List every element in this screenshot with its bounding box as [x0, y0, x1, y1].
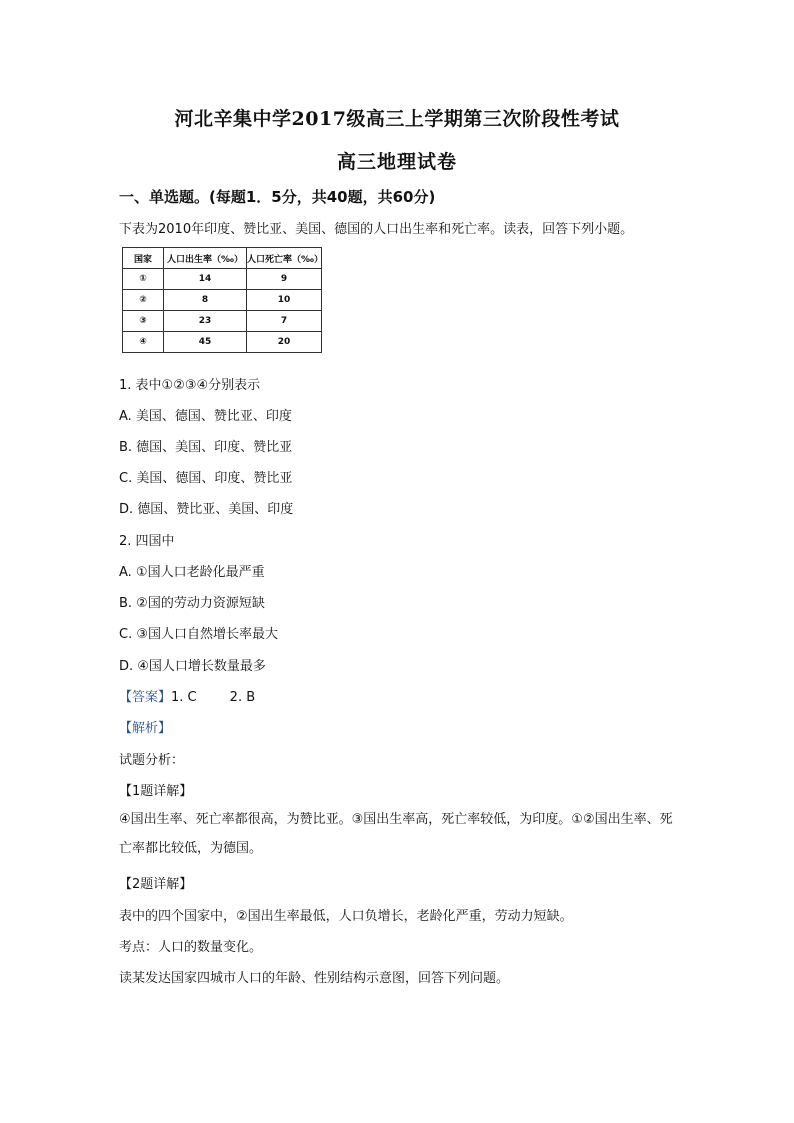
kaodian-line: 考点：人口的数量变化。: [119, 940, 263, 955]
table-header-cell: 国家: [123, 248, 164, 269]
next-question-intro: 读某发达国家四城市人口的年龄、性别结构示意图，回答下列问题。: [119, 971, 510, 986]
table-cell: 8: [164, 290, 247, 311]
q1-option-a: A. 美国、德国、赞比亚、印度: [119, 409, 292, 424]
analysis-intro: 试题分析：: [119, 753, 185, 768]
detail-1-label: 【1题详解】: [119, 784, 193, 799]
exam-title: 河北辛集中学2017级高三上学期第三次阶段性考试: [174, 108, 620, 130]
q1-option-d: D. 德国、赞比亚、美国、印度: [119, 502, 294, 517]
q2-option-a: A. ①国人口老龄化最严重: [119, 565, 265, 580]
table-cell: 20: [247, 332, 322, 353]
table-cell: ①: [123, 269, 164, 290]
question-1-stem: 1. 表中①②③④分别表示: [119, 378, 261, 393]
detail-2-label: 【2题详解】: [119, 877, 193, 892]
table-cell: ③: [123, 311, 164, 332]
table-row: [123, 332, 322, 353]
table-cell: 7: [247, 311, 322, 332]
table-cell: 10: [247, 290, 322, 311]
q2-option-d: D. ④国人口增长数量最多: [119, 659, 266, 674]
question-2-stem: 2. 四国中: [119, 534, 175, 549]
table-cell: 45: [164, 332, 247, 353]
analysis-label: 【解析】: [119, 721, 172, 736]
answer-line: [119, 686, 255, 705]
exam-subtitle: 高三地理试卷: [336, 151, 457, 173]
q2-option-c: C. ③国人口自然增长率最大: [119, 627, 278, 642]
population-table: [122, 247, 322, 353]
answer-label: 【答案】: [119, 690, 172, 705]
detail-2-text: 表中的四个国家中，②国出生率最低，人口负增长，老龄化严重，劳动力短缺。: [119, 909, 573, 924]
answer-text: 1. C 2. B: [171, 690, 256, 705]
section-heading: 一、单选题。(每题1．5分，共40题，共60分): [119, 188, 436, 206]
table-header-row: [123, 248, 322, 269]
table-cell: 23: [164, 311, 247, 332]
table-cell: ④: [123, 332, 164, 353]
table-header-cell: 人口死亡率（‰）: [247, 248, 322, 269]
q1-option-b: B. 德国、美国、印度、赞比亚: [119, 440, 293, 455]
table-row: [123, 269, 322, 290]
table-cell: 9: [247, 269, 322, 290]
table-cell: 14: [164, 269, 247, 290]
table-header-cell: 人口出生率（‰）: [164, 248, 247, 269]
q1-option-c: C. 美国、德国、印度、赞比亚: [119, 471, 293, 486]
q2-option-b: B. ②国的劳动力资源短缺: [119, 596, 265, 611]
question-intro: 下表为2010年印度、赞比亚、美国、德国的人口出生率和死亡率。读表，回答下列小题。: [119, 222, 634, 237]
table-row: [123, 290, 322, 311]
table-cell: ②: [123, 290, 164, 311]
table-row: [123, 311, 322, 332]
detail-1-text: ④国出生率、死亡率都很高，为赞比亚。③国出生率高，死亡率较低，为印度。①②国出生率、死亡率都比较低，为德国。: [119, 812, 673, 856]
